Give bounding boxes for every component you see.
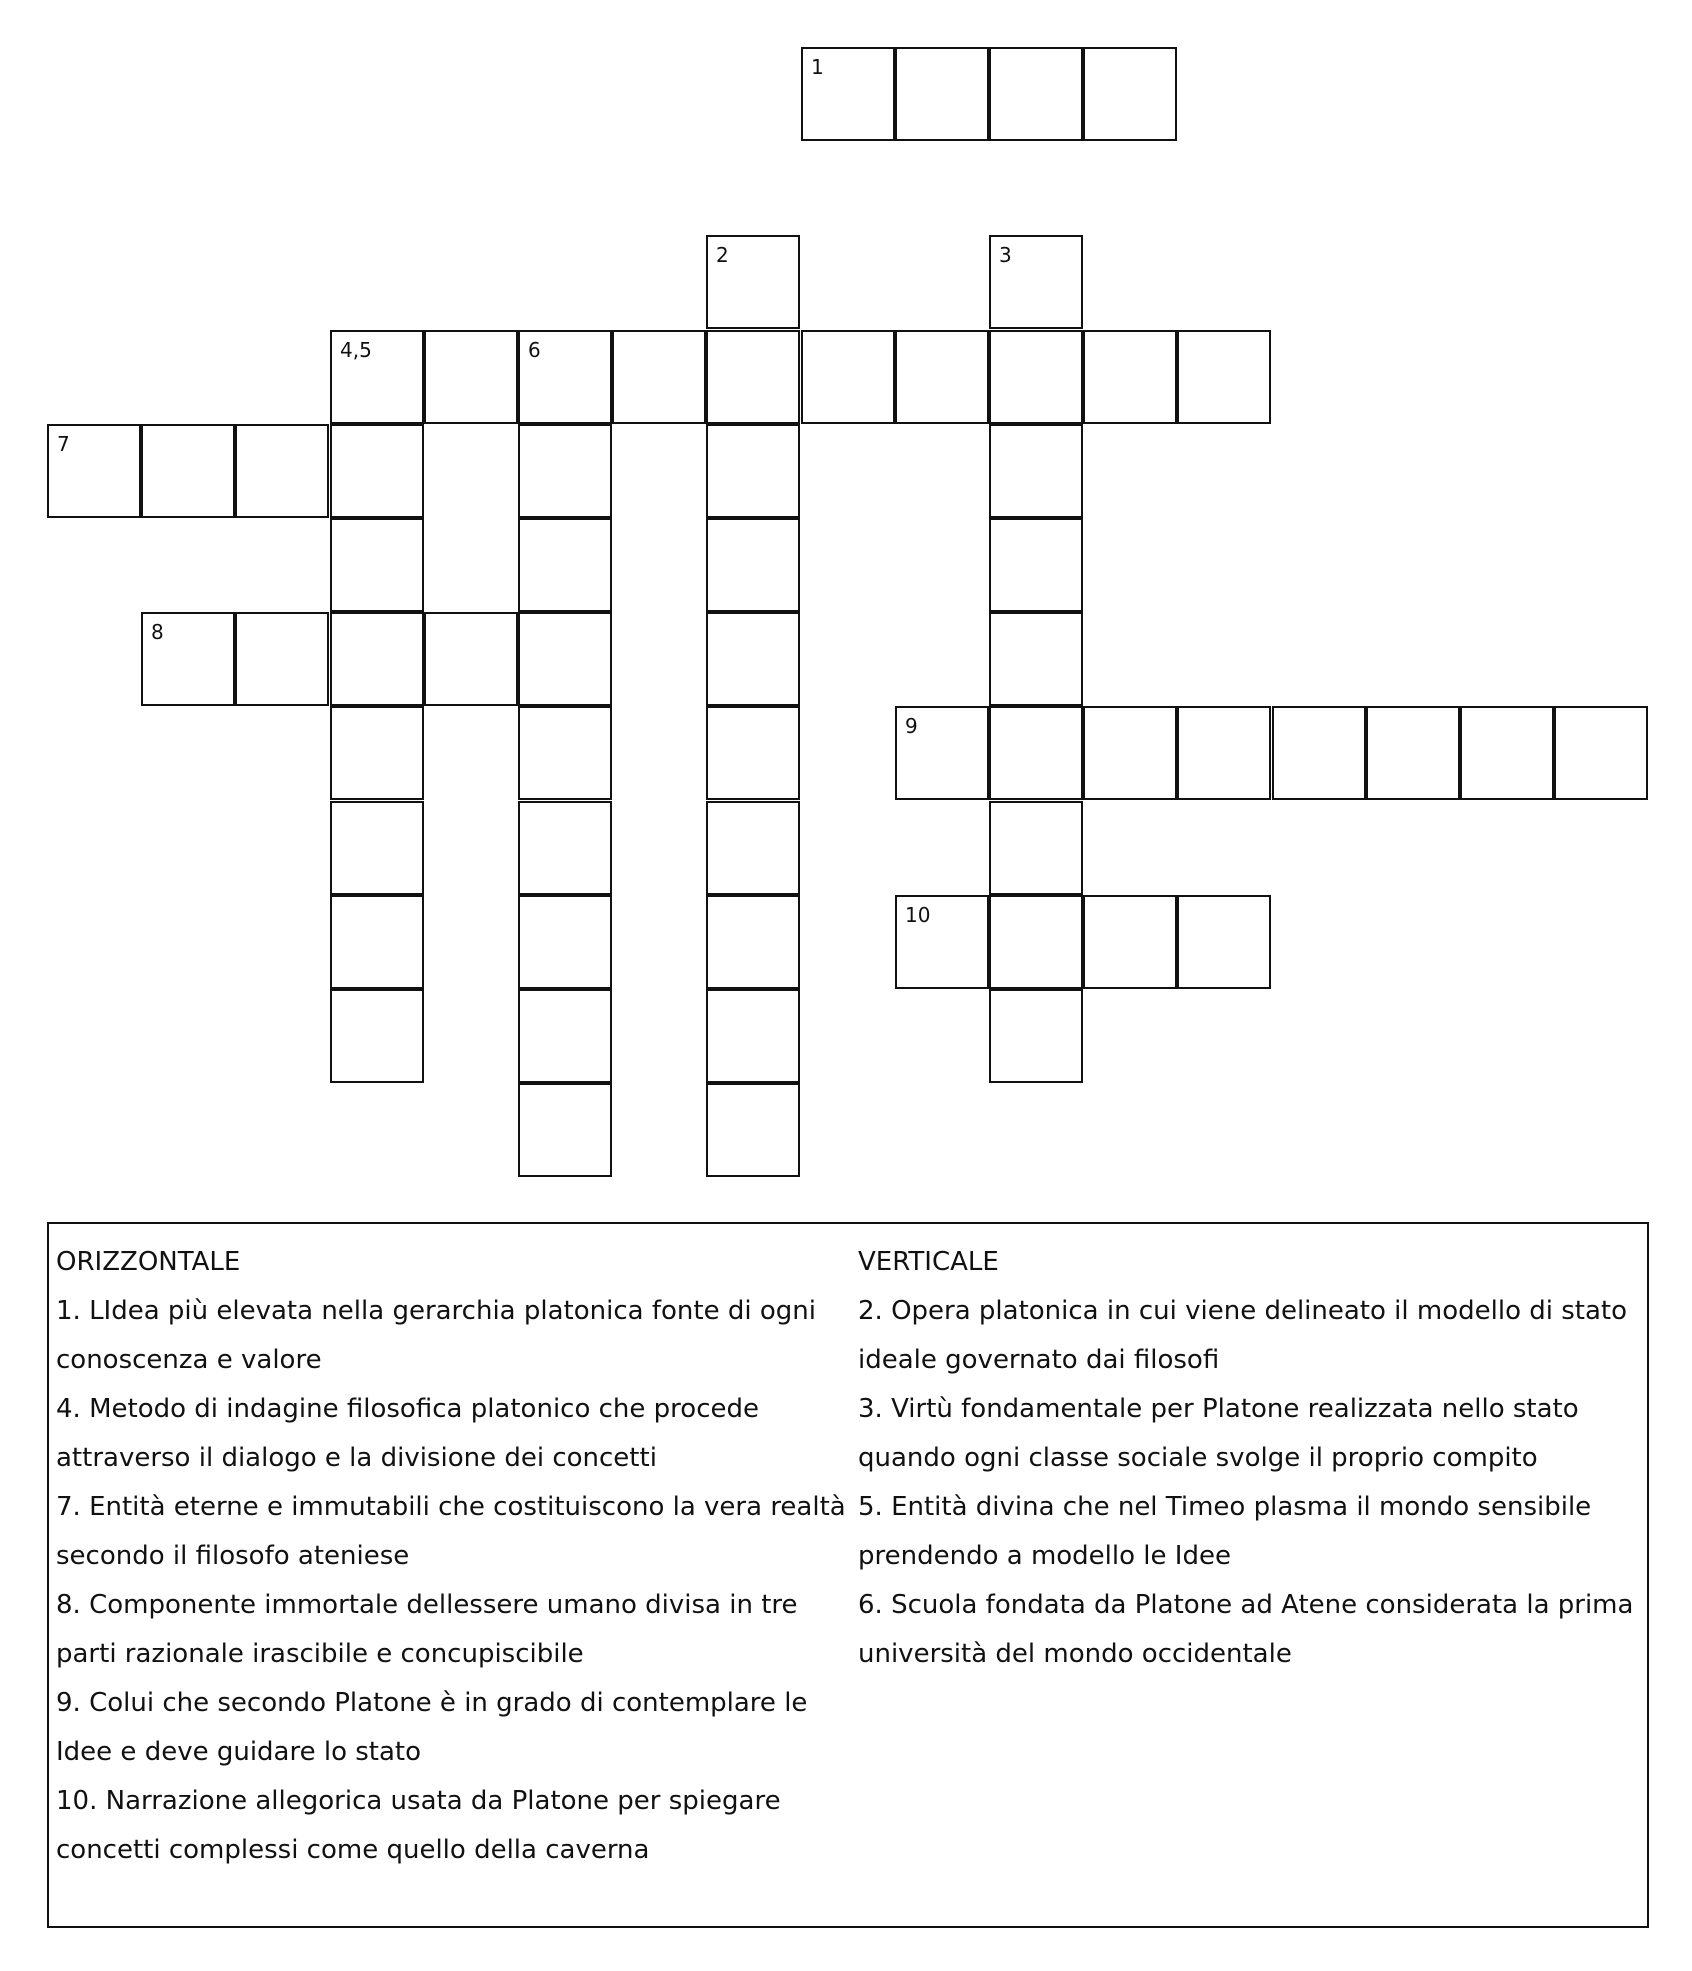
across-heading: ORIZZONTALE — [56, 1247, 241, 1277]
crossword-cell[interactable] — [1554, 706, 1648, 800]
crossword-cell[interactable] — [330, 330, 424, 424]
crossword-cell[interactable] — [1177, 706, 1271, 800]
crossword-cell[interactable] — [706, 612, 800, 706]
clue-number: 6 — [528, 338, 541, 362]
crossword-cell[interactable] — [235, 612, 329, 706]
crossword-cell[interactable] — [895, 330, 989, 424]
crossword-cell[interactable] — [612, 330, 706, 424]
crossword-cell[interactable] — [518, 706, 612, 800]
crossword-cell[interactable] — [1083, 706, 1177, 800]
crossword-cell[interactable] — [47, 424, 141, 518]
crossword-cell[interactable] — [989, 895, 1083, 989]
down-heading: VERTICALE — [858, 1247, 999, 1277]
crossword-cell[interactable] — [989, 706, 1083, 800]
crossword-cell[interactable] — [141, 424, 235, 518]
across-clue-1: 1. LIdea più elevata nella gerarchia platonica fonte di ogni conoscenza e valore — [56, 1296, 816, 1375]
crossword-cell[interactable] — [989, 612, 1083, 706]
down-clues — [858, 1238, 1643, 1679]
clue-number: 7 — [57, 432, 70, 456]
crossword-cell[interactable] — [330, 895, 424, 989]
crossword-cell[interactable] — [706, 235, 800, 329]
crossword-cell[interactable] — [330, 801, 424, 895]
crossword-cell[interactable] — [518, 330, 612, 424]
across-clue-7: 7. Entità eterne e immutabili che costituiscono la vera realtà secondo il filosofo ateniese — [56, 1492, 846, 1571]
crossword-cell[interactable] — [518, 518, 612, 612]
crossword-cell[interactable] — [518, 801, 612, 895]
crossword-cell[interactable] — [801, 330, 895, 424]
crossword-cell[interactable] — [989, 801, 1083, 895]
crossword-cell[interactable] — [518, 612, 612, 706]
down-clue-2: 2. Opera platonica in cui viene delineato il modello di stato ideale governato dai filosofi — [858, 1296, 1628, 1375]
clue-number: 4,5 — [340, 338, 372, 362]
clue-number: 9 — [905, 714, 918, 738]
crossword-cell[interactable] — [1366, 706, 1460, 800]
crossword-cell[interactable] — [989, 235, 1083, 329]
crossword-cell[interactable] — [1177, 895, 1271, 989]
crossword-cell[interactable] — [706, 330, 800, 424]
down-clue-6: 6. Scuola fondata da Platone ad Atene considerata la prima università del mondo occidentale — [858, 1590, 1634, 1669]
crossword-cell[interactable] — [424, 330, 518, 424]
crossword-cell[interactable] — [1083, 330, 1177, 424]
clues-box — [47, 1222, 1649, 1928]
across-clue-10: 10. Narrazione allegorica usata da Platone per spiegare concetti complessi come quello della caverna — [56, 1786, 781, 1865]
crossword-cell[interactable] — [1083, 895, 1177, 989]
crossword-cell[interactable] — [706, 895, 800, 989]
crossword-cell[interactable] — [801, 47, 895, 141]
crossword-cell[interactable] — [989, 47, 1083, 141]
crossword-cell[interactable] — [989, 989, 1083, 1083]
across-clue-4: 4. Metodo di indagine filosofica platonico che procede attraverso il dialogo e la divisione dei concetti — [56, 1394, 759, 1473]
down-clue-5: 5. Entità divina che nel Timeo plasma il mondo sensibile prendendo a modello le Idee — [858, 1492, 1592, 1571]
crossword-cell[interactable] — [895, 706, 989, 800]
clue-number: 2 — [716, 243, 729, 267]
crossword-cell[interactable] — [706, 424, 800, 518]
crossword-cell[interactable] — [424, 612, 518, 706]
across-clue-8: 8. Componente immortale dellessere umano divisa in tre parti razionale irascibile e concupiscibile — [56, 1590, 798, 1669]
down-clue-3: 3. Virtù fondamentale per Platone realizzata nello stato quando ogni classe sociale svolge il proprio compito — [858, 1394, 1579, 1473]
crossword-cell[interactable] — [235, 424, 329, 518]
crossword-cell[interactable] — [706, 989, 800, 1083]
crossword-cell[interactable] — [518, 989, 612, 1083]
crossword-cell[interactable] — [895, 895, 989, 989]
crossword-cell[interactable] — [706, 518, 800, 612]
across-clue-9: 9. Colui che secondo Platone è in grado di contemplare le Idee e deve guidare lo stato — [56, 1688, 808, 1767]
across-clues — [56, 1238, 846, 1875]
crossword-cell[interactable] — [330, 518, 424, 612]
clue-number: 8 — [151, 620, 164, 644]
crossword-cell[interactable] — [330, 612, 424, 706]
crossword-cell[interactable] — [1460, 706, 1554, 800]
crossword-cell[interactable] — [330, 424, 424, 518]
crossword-cell[interactable] — [518, 1083, 612, 1177]
crossword-cell[interactable] — [518, 895, 612, 989]
crossword-cell[interactable] — [989, 518, 1083, 612]
crossword-cell[interactable] — [989, 424, 1083, 518]
crossword-cell[interactable] — [330, 989, 424, 1083]
crossword-cell[interactable] — [141, 612, 235, 706]
crossword-cell[interactable] — [706, 801, 800, 895]
crossword-cell[interactable] — [706, 706, 800, 800]
crossword-cell[interactable] — [1272, 706, 1366, 800]
crossword-cell[interactable] — [1177, 330, 1271, 424]
crossword-cell[interactable] — [706, 1083, 800, 1177]
crossword-cell[interactable] — [1083, 47, 1177, 141]
clue-number: 10 — [905, 903, 931, 927]
crossword-cell[interactable] — [895, 47, 989, 141]
clue-number: 3 — [999, 243, 1012, 267]
clue-number: 1 — [811, 55, 824, 79]
crossword-cell[interactable] — [989, 330, 1083, 424]
crossword-cell[interactable] — [518, 424, 612, 518]
crossword-cell[interactable] — [330, 706, 424, 800]
